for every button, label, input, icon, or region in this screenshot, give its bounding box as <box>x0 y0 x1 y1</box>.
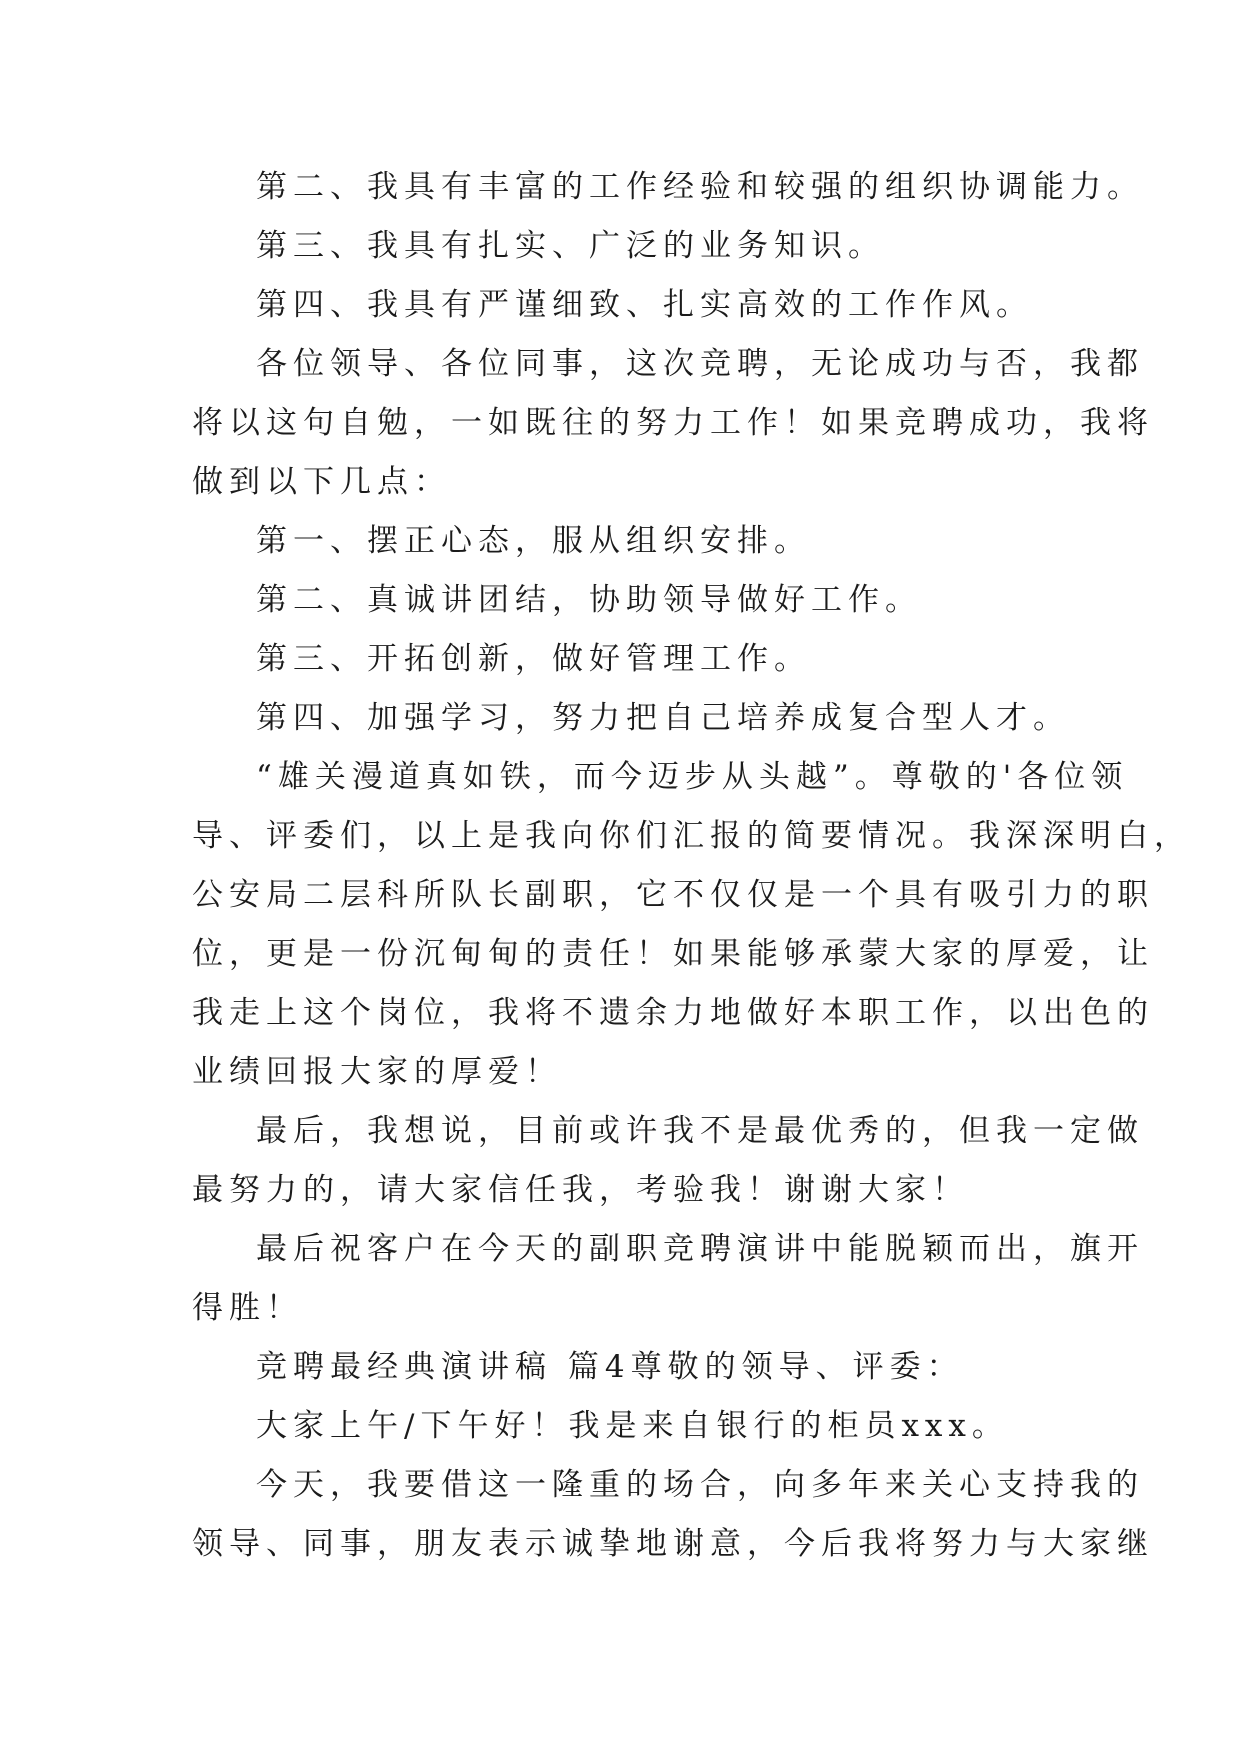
text-line: 领导、同事，朋友表示诚挚地谢意，今后我将努力与大家继 <box>192 1526 1154 1562</box>
text-line: 今天，我要借这一隆重的场合，向多年来关心支持我的 <box>256 1467 1144 1503</box>
text-line: 位，更是一份沉甸甸的责任！如果能够承蒙大家的厚爱，让 <box>192 936 1154 972</box>
text-line: 竞聘最经典演讲稿 篇4尊敬的领导、评委： <box>256 1349 964 1385</box>
text-line: 业绩回报大家的厚爱！ <box>192 1054 562 1090</box>
text-line: 第三、开拓创新，做好管理工作。 <box>256 641 811 677</box>
text-line: 导、评委们，以上是我向你们汇报的简要情况。我深深明白， <box>192 818 1191 854</box>
text-line: 我走上这个岗位，我将不遗余力地做好本职工作，以出色的 <box>192 995 1154 1031</box>
text-line: 最后祝客户在今天的副职竞聘演讲中能脱颖而出，旗开 <box>256 1231 1144 1267</box>
text-line: 最努力的，请大家信任我，考验我！谢谢大家！ <box>192 1172 969 1208</box>
document-body <box>192 158 1191 1574</box>
text-line: “雄关漫道真如铁，而今迈步从头越”。尊敬的'各位领 <box>256 759 1129 795</box>
text-line: 各位领导、各位同事，这次竞聘，无论成功与否，我都 <box>256 346 1144 382</box>
text-line: 第三、我具有扎实、广泛的业务知识。 <box>256 228 885 264</box>
text-line: 得胜！ <box>192 1290 303 1326</box>
text-line: 第二、真诚讲团结，协助领导做好工作。 <box>256 582 922 618</box>
text-line: 做到以下几点： <box>192 464 451 500</box>
text-line: 将以这句自勉，一如既往的努力工作！如果竞聘成功，我将 <box>192 405 1154 441</box>
text-line: 第一、摆正心态，服从组织安排。 <box>256 523 811 559</box>
text-line: 最后，我想说，目前或许我不是最优秀的，但我一定做 <box>256 1113 1144 1149</box>
text-line: 大家上午/下午好！我是来自银行的柜员xxx。 <box>256 1408 1009 1444</box>
text-line: 第四、加强学习，努力把自己培养成复合型人才。 <box>256 700 1070 736</box>
text-line: 公安局二层科所队长副职，它不仅仅是一个具有吸引力的职 <box>192 877 1154 913</box>
text-line: 第四、我具有严谨细致、扎实高效的工作作风。 <box>256 287 1033 323</box>
text-line: 第二、我具有丰富的工作经验和较强的组织协调能力。 <box>256 169 1144 205</box>
